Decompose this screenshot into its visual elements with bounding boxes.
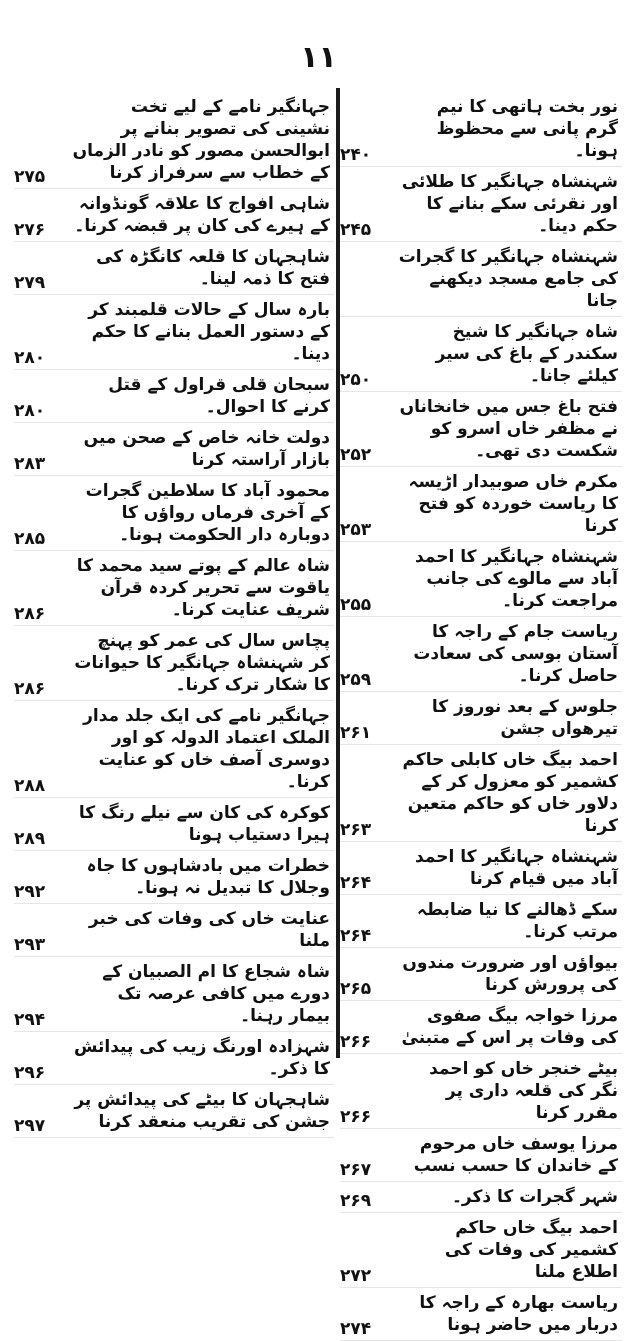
entry-page-number: ۲۸۰ (14, 348, 46, 368)
entry-page-number: ۲۹۲ (14, 882, 46, 902)
entry-title: شاہ شجاع کا ام الصبیان کے دورے میں کافی عرصہ تک بیمار رہنا۔ (102, 962, 330, 1026)
entry-page-number: ۲۵۳ (340, 520, 372, 540)
toc-entry (14, 476, 334, 551)
toc-entry (14, 189, 334, 242)
toc-entry (340, 1129, 622, 1182)
toc-entry (340, 617, 622, 692)
toc-entry (340, 1182, 622, 1213)
toc-entry (14, 423, 334, 476)
entry-page-number: ۲۷۹ (14, 273, 46, 293)
entry-page-number: ۲۵۲ (340, 445, 372, 465)
entry-page-number: ۲۹۶ (14, 1063, 46, 1083)
toc-entry (14, 1032, 334, 1085)
entry-page-number: ۲۷۶ (14, 220, 46, 240)
entry-page-number: ۲۹۷ (14, 1116, 46, 1136)
entry-page-number (340, 312, 392, 316)
entry-page-number: ۲۷۲ (340, 1266, 372, 1286)
toc-entry (14, 242, 334, 295)
entry-title: دولت خانہ خاص کے صحن میں بازار آراستہ کرنا (83, 428, 330, 470)
entry-title: کوکرہ کی کان سے نیلے رنگ کا ہیرا دستیاب ہونا (78, 803, 330, 845)
toc-entry (340, 392, 622, 467)
entry-title: مکرم خاں صوبیدار اڑیسہ کا ریاست خوردہ کو فتح کرنا (408, 472, 618, 536)
toc-entry (340, 92, 622, 167)
entry-title: محمود آباد کا سلاطین گجرات کے آخری فرماں رواؤں کا دوبارہ دار الحکومت ہونا۔ (85, 481, 330, 545)
entry-page-number: ۲۴۰ (340, 145, 372, 165)
toc-entry (340, 745, 622, 842)
entry-title: سکے ڈھالنے کا نیا ضابطہ مرتب کرنا۔ (417, 900, 618, 942)
entry-title: ریاست بھارہ کے راجہ کا دربار میں حاضر ہونا (419, 1293, 618, 1335)
toc-entry (340, 895, 622, 948)
entry-title: بارہ سال کے حالات قلمبند کر کے دستور العمل بنانے کا حکم دینا۔ (88, 300, 330, 364)
toc-entry (340, 1213, 622, 1288)
entry-title: احمد بیگ خاں کابلی حاکم کشمیر کو معزول کر کے دلاور خاں کو حاکم متعین کرنا (402, 750, 618, 836)
right-column (340, 92, 622, 1339)
entry-title: شہر گجرات کا ذکر۔ (451, 1187, 618, 1207)
entry-title: احمد بیگ خاں حاکم کشمیر کی وفات کی اطلاع ملنا (444, 1218, 618, 1282)
entry-page-number: ۲۸۵ (14, 529, 46, 549)
entry-title: شاہ جہانگیر کا شیخ سکندر کے باغ کی سیر کیلئے جانا۔ (435, 322, 618, 386)
toc-entry (340, 692, 622, 745)
toc-entry (14, 1085, 334, 1138)
entry-title: پچاس سال کی عمر کو پہنچ کر شہنشاہ جہانگیر کا حیوانات کا شکار ترک کرنا۔ (74, 631, 330, 695)
entry-title: شہنشاہ جہانگیر کا طلائی اور نقرئی سکے بنانے کا حکم دینا۔ (401, 172, 618, 236)
entry-page-number: ۲۷۴ (340, 1319, 372, 1339)
toc-entry (14, 626, 334, 701)
entry-title: شہزادہ اورنگ زیب کی پیدائش کا ذکر۔ (73, 1037, 330, 1079)
entry-page-number: ۲۸۹ (14, 829, 46, 849)
entry-title: جہانگیر نامے کے لیے تخت نشینی کی تصویر بنانے پر ابوالحسن مصور کو نادر الزماں کے خطاب سے سرفراز کرنا (72, 97, 330, 183)
entry-page-number: ۲۸۶ (14, 679, 46, 699)
toc-entry (340, 242, 622, 317)
entry-title: ریاست جام کے راجہ کا آستان بوسی کی سعادت حاصل کرنا۔ (413, 622, 618, 686)
page-number: ۱۱ (300, 40, 337, 75)
entry-page-number: ۲۷۵ (14, 167, 46, 187)
entry-title: شہنشاہ جہانگیر کا احمد آباد سے مالوے کی جانب مراجعت کرنا۔ (415, 547, 618, 611)
toc-entry (340, 1001, 622, 1054)
toc-entry (340, 317, 622, 392)
entry-page-number: ۲۵۹ (340, 670, 372, 690)
entry-page-number: ۲۸۶ (14, 604, 46, 624)
entry-title: شاہجہان کا بیٹے کی پیدائش پر جشن کی تقریب منعقد کرنا (74, 1090, 330, 1132)
entry-page-number: ۲۶۱ (340, 723, 372, 743)
toc-entry (340, 467, 622, 542)
toc-entry (14, 92, 334, 189)
entry-title: شاہ عالم کے پوتے سید محمد کا یاقوت سے تحریر کردہ قرآن شریف عنایت کرنا۔ (76, 556, 330, 620)
entry-page-number: ۲۹۴ (14, 1010, 46, 1030)
entry-title: جہانگیر نامے کی ایک جلد مدار الملک اعتماد الدولہ کو اور دوسری آصف خاں کو عنایت کرنا۔ (83, 706, 330, 792)
entry-page-number: ۲۶۴ (340, 873, 372, 893)
toc-entry (340, 1288, 622, 1341)
entry-page-number: ۲۸۳ (14, 454, 46, 474)
entry-title: شاہی افواج کا علاقہ گونڈوانہ کے ہیرے کی کان پر قبضہ کرنا۔ (74, 194, 330, 236)
toc-entry (340, 842, 622, 895)
entry-page-number: ۲۹۳ (14, 935, 46, 955)
entry-page-number: ۲۶۵ (340, 979, 372, 999)
toc-entry (14, 851, 334, 904)
entry-title: خطرات میں بادشاہوں کا جاہ وجلال کا تبدیل نہ ہونا۔ (86, 856, 330, 898)
entry-title: بیواؤں اور ضرورت مندوں کی پرورش کرنا (402, 953, 618, 995)
entry-page-number: ۲۶۶ (340, 1107, 372, 1127)
entry-page-number: ۲۶۳ (340, 820, 372, 840)
entry-title: عنایت خاں کی وفات کی خبر ملنا (88, 909, 330, 951)
entry-page-number: ۲۶۷ (340, 1160, 372, 1180)
entry-page-number: ۲۵۵ (340, 595, 372, 615)
entry-title: شاہجہان کا قلعہ کانگڑہ کی فتح کا ذمہ لینا۔ (96, 247, 330, 289)
toc-entry (14, 295, 334, 370)
toc-entry (14, 551, 334, 626)
entry-title: شہنشاہ جہانگیر کا احمد آباد میں قیام کرنا (415, 847, 618, 889)
entry-page-number: ۲۶۹ (340, 1191, 372, 1211)
entry-page-number: ۲۵۰ (340, 370, 372, 390)
entry-title: فتح باغ جس میں خانخاناں نے مظفر خاں اسرو کو شکست دی تھی۔ (399, 397, 618, 461)
toc-entry (340, 167, 622, 242)
toc-entry (340, 1054, 622, 1129)
entry-page-number: ۲۶۴ (340, 926, 372, 946)
entry-title: جلوس کے بعد نوروز کا تیرھواں جشن (431, 697, 618, 739)
entry-page-number: ۲۸۰ (14, 401, 46, 421)
entry-title: مرزا خواجہ بیگ صفوی کی وفات پر اس کے متبنیٰ (401, 1006, 618, 1048)
entry-title: بیٹے خنجر خاں کو احمد نگر کی قلعہ داری پر مقرر کرنا (429, 1059, 618, 1123)
entry-title: سبحان قلی قراول کے قتل کرنے کا احوال۔ (108, 375, 330, 417)
entry-title: شہنشاہ جہانگیر کا گجرات کی جامع مسجد دیکھنے جانا (398, 247, 618, 311)
toc-entry (14, 370, 334, 423)
entry-title: مرزا یوسف خاں مرحوم کے خاندان کا حسب نسب (413, 1134, 618, 1176)
toc-entry (340, 542, 622, 617)
toc-entry (14, 701, 334, 798)
entry-page-number: ۲۴۵ (340, 220, 372, 240)
entry-page-number: ۲۸۸ (14, 776, 46, 796)
toc-entry (14, 957, 334, 1032)
toc-entry (14, 798, 334, 851)
entry-title: نور بخت ہاتھی کا نیم گرم پانی سے محظوظ ہونا۔ (436, 97, 618, 161)
toc-entry (14, 904, 334, 957)
entry-page-number: ۲۶۶ (340, 1032, 372, 1052)
toc-entry (340, 948, 622, 1001)
left-column (14, 92, 334, 1136)
